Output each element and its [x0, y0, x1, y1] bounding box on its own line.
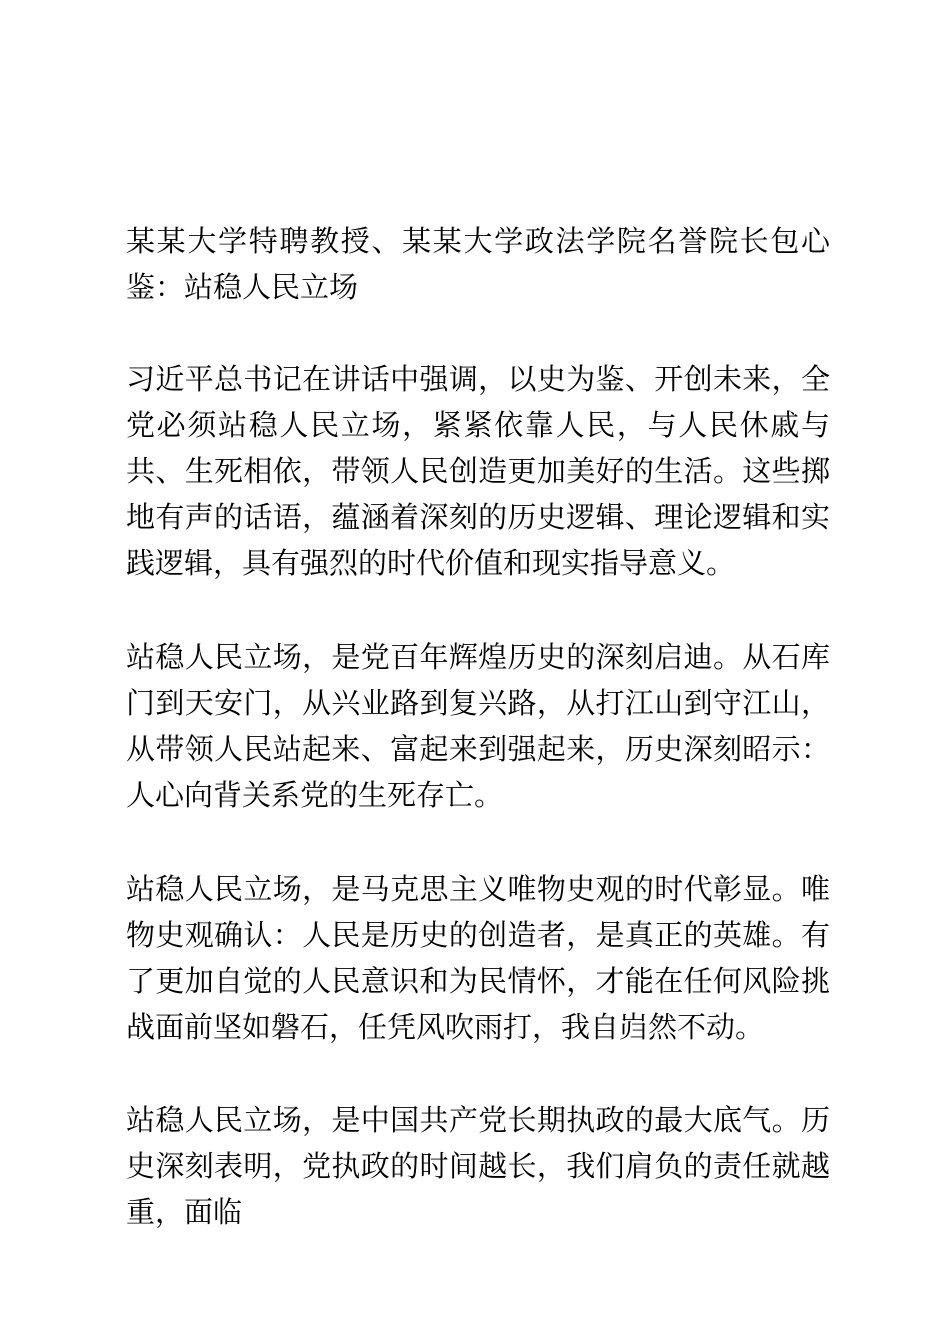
document-title: 某某大学特聘教授、某某大学政法学院名誉院长包心鉴：站稳人民立场 [126, 224, 830, 304]
paragraph: 习近平总书记在讲话中强调，以史为鉴、开创未来，全党必须站稳人民立场，紧紧依靠人民，与人民休戚与共、生死相依，带领人民创造更加美好的生活。这些掷地有声的话语，蕴涵着深刻的历史逻辑、理论逻辑和实践逻辑，具有强烈的时代价值和现实指导意义。 [126, 362, 830, 580]
paragraph: 站稳人民立场，是党百年辉煌历史的深刻启迪。从石库门到天安门，从兴业路到复兴路，从打江山到守江山，从带领人民站起来、富起来到强起来，历史深刻昭示：人心向背关系党的生死存亡。 [126, 640, 830, 812]
paragraph: 站稳人民立场，是马克思主义唯物史观的时代彰显。唯物史观确认：人民是历史的创造者，是真正的英雄。有了更加自觉的人民意识和为民情怀，才能在任何风险挑战面前坚如磐石，任凭风吹雨打，我自岿然不动。 [126, 872, 830, 1044]
paragraph: 站稳人民立场，是中国共产党长期执政的最大底气。历史深刻表明，党执政的时间越长，我们肩负的责任就越重，面临 [126, 1103, 830, 1229]
